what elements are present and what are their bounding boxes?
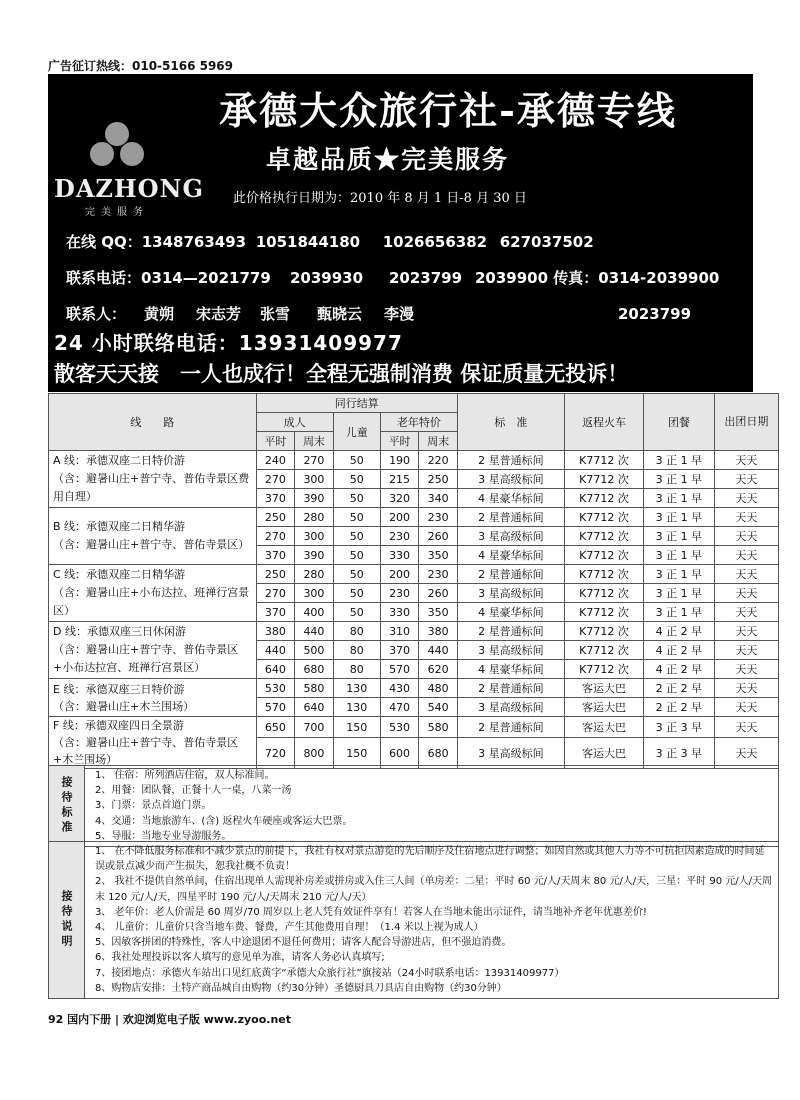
qq-number: 1051844180 [255, 233, 361, 251]
table-cell: 700 [295, 717, 334, 738]
reception-notes [48, 841, 779, 999]
table-cell: K7712 次 [564, 622, 643, 641]
table-cell: 640 [256, 660, 295, 679]
phone-number: 2039930 [290, 269, 364, 287]
table-cell: 天天 [714, 717, 778, 738]
table-cell: 天天 [714, 603, 778, 622]
col-senior-weekend: 周末 [419, 432, 458, 451]
reception-standard-list [91, 766, 778, 846]
table-cell: 230 [419, 565, 458, 584]
phone-label: 联系电话：0314—2021779 [66, 269, 271, 287]
table-cell: 200 [380, 565, 419, 584]
table-cell: 2 星普通标间 [457, 508, 564, 527]
table-cell: K7712 次 [564, 508, 643, 527]
route-cell: D 线：承德双座三日休闲游 （含：避暑山庄+普宁寺、普佑寺景区+小布达拉宫、班禅行宫景区） [49, 622, 257, 679]
page-footer: 92 国内下册 | 欢迎浏览电子版 www.zyoo.net [48, 1013, 292, 1026]
table-cell: 3 星高级标间 [457, 738, 564, 769]
table-cell: 2 正 2 早 [644, 679, 715, 698]
table-cell: 天天 [714, 698, 778, 717]
table-cell: 客运大巴 [564, 679, 643, 698]
table-cell: 300 [295, 584, 334, 603]
table-cell: 天天 [714, 584, 778, 603]
table-cell: 260 [419, 584, 458, 603]
table-cell: 580 [295, 679, 334, 698]
table-cell: 150 [333, 738, 380, 769]
list-item: 2、用餐：团队餐，正餐十人一桌，八菜一汤 [95, 785, 292, 797]
table-cell: 4 星豪华标间 [457, 546, 564, 565]
table-cell: 340 [419, 489, 458, 508]
qq-row [66, 231, 594, 252]
table-cell: 4 星豪华标间 [457, 603, 564, 622]
table-cell: 50 [333, 489, 380, 508]
list-item: 4、交通：当地旅游车、(含) 返程火车硬座或客运大巴票。 [95, 815, 353, 827]
table-cell: 3 正 1 早 [644, 527, 715, 546]
table-cell: K7712 次 [564, 565, 643, 584]
list-item: 8、购物店安排：土特产商品城自由购物（约30分钟）圣德厨具刀具店自由购物（约30分钟） [95, 982, 507, 994]
table-cell: 320 [380, 489, 419, 508]
table-cell: 3 星高级标间 [457, 527, 564, 546]
table-cell: 天天 [714, 622, 778, 641]
slogan: 卓越品质★完美服务 [266, 145, 510, 174]
table-cell: 300 [295, 527, 334, 546]
route-cell: B 线：承德双座二日精华游 （含：避暑山庄+普宁寺、普佑寺景区） [49, 508, 257, 565]
col-senior: 老年特价 [380, 413, 457, 432]
table-cell: 220 [419, 451, 458, 470]
table-row [49, 565, 779, 584]
table-cell: 680 [295, 660, 334, 679]
table-cell: 600 [380, 738, 419, 769]
ad-hotline: 广告征订热线：010-5166 5969 [48, 59, 234, 73]
table-cell: 440 [419, 641, 458, 660]
table-cell: 50 [333, 508, 380, 527]
table-cell: 50 [333, 584, 380, 603]
price-table [48, 393, 779, 769]
contact-name: 张雪 [260, 305, 291, 323]
table-row [49, 451, 779, 470]
table-cell: 650 [256, 717, 295, 738]
table-cell: 3 正 1 早 [644, 603, 715, 622]
list-item: 1、 住宿：所列酒店住宿，双人标准间。 [95, 770, 275, 781]
table-cell: 3 星高级标间 [457, 641, 564, 660]
col-adult: 成人 [256, 413, 333, 432]
list-item: 2、 我社不提供自然单间，住宿出现单人需现补房差或拼房或入住三人间（单房差：二星：平时 60 元/人/天周末 80 元/人/天，三星：平时 90 元/人/天周末 120 元/人/天，四星平时 190 元/人/天周末 210 元/人/天） [95, 876, 773, 903]
price-table-body [49, 451, 779, 769]
qq-number: 1026656382 [382, 233, 488, 251]
table-cell: 50 [333, 470, 380, 489]
col-child: 儿童 [333, 413, 380, 451]
table-cell: 390 [295, 546, 334, 565]
col-adult-weekday: 平时 [256, 432, 295, 451]
agency-title: 承德大众旅行社-承德专线 [219, 88, 677, 133]
table-cell: 500 [295, 641, 334, 660]
table-cell: 2 星普通标间 [457, 717, 564, 738]
table-cell: 800 [295, 738, 334, 769]
table-cell: 440 [295, 622, 334, 641]
table-cell: 370 [380, 641, 419, 660]
table-cell: 270 [256, 527, 295, 546]
table-cell: 4 正 2 早 [644, 641, 715, 660]
table-cell: 50 [333, 451, 380, 470]
table-cell: K7712 次 [564, 451, 643, 470]
qq-number: 627037502 [499, 233, 594, 251]
table-row [49, 508, 779, 527]
table-cell: 270 [256, 584, 295, 603]
table-cell: 390 [295, 489, 334, 508]
table-cell: 3 星高级标间 [457, 698, 564, 717]
table-cell: 720 [256, 738, 295, 769]
contact-name: 宋志芳 [196, 305, 242, 323]
table-cell: 3 正 1 早 [644, 565, 715, 584]
table-cell: 570 [380, 660, 419, 679]
list-item: 1、 在不降低服务标准和不减少景点的前提下，我社有权对景点游览的先后顺序及住宿地点进行调整；如因自然或其他人力等不可抗拒因素造成的时间延误或景点减少而产生损失，恕我社概不负责！ [95, 846, 765, 873]
table-cell: 330 [380, 603, 419, 622]
list-item: 7、接团地点：承德火车站出口见红底黄字“承德大众旅行社”旗接站（24小时联系电话：13931409977） [95, 967, 565, 979]
table-cell: 640 [295, 698, 334, 717]
table-cell: K7712 次 [564, 546, 643, 565]
table-cell: 3 星高级标间 [457, 584, 564, 603]
table-cell: 50 [333, 546, 380, 565]
list-item: 6、我社处理投诉以客人填写的意见单为准，请客人务必认真填写; [95, 952, 385, 964]
table-cell: 天天 [714, 660, 778, 679]
phone-fax: 2039900 传真：0314-2039900 [475, 269, 720, 287]
table-cell: 天天 [714, 738, 778, 769]
logo-name: DAZHONG [54, 174, 204, 203]
table-cell: 680 [419, 738, 458, 769]
col-meal: 团餐 [644, 394, 715, 451]
table-cell: 3 正 1 早 [644, 489, 715, 508]
table-cell: 2 星普通标间 [457, 622, 564, 641]
table-cell: 天天 [714, 508, 778, 527]
table-cell: 270 [295, 451, 334, 470]
table-cell: 540 [419, 698, 458, 717]
contacts-extra: 2023799 [618, 305, 692, 323]
table-cell: 80 [333, 660, 380, 679]
table-cell: K7712 次 [564, 527, 643, 546]
table-cell: 240 [256, 451, 295, 470]
contacts-row [66, 303, 691, 324]
table-cell: 3 正 1 早 [644, 546, 715, 565]
list-item: 4、 儿童价：儿童价只含当地车费、餐费，产生其他费用自理！（1.4 米以上视为成人） [95, 922, 484, 934]
table-cell: 3 星高级标间 [457, 470, 564, 489]
table-cell: 4 星豪华标间 [457, 489, 564, 508]
col-adult-weekend: 周末 [295, 432, 334, 451]
section-label: 接待说明 [60, 890, 73, 951]
table-cell: 200 [380, 508, 419, 527]
table-cell: 天天 [714, 679, 778, 698]
table-cell: 190 [380, 451, 419, 470]
table-cell: 280 [295, 565, 334, 584]
table-cell: 天天 [714, 489, 778, 508]
table-cell: 天天 [714, 546, 778, 565]
table-cell: 3 正 1 早 [644, 508, 715, 527]
reception-standard [48, 765, 779, 847]
table-cell: 2 星普通标间 [457, 565, 564, 584]
contacts-label: 联系人： [66, 305, 127, 323]
table-cell: 250 [419, 470, 458, 489]
valid-date: 此价格执行日期为：2010 年 8 月 1 日-8 月 30 日 [233, 191, 527, 206]
table-cell: 4 正 2 早 [644, 622, 715, 641]
contact-name: 李漫 [384, 305, 415, 323]
table-cell: 250 [256, 508, 295, 527]
route-cell: A 线：承德双座二日特价游 （含：避暑山庄+普宁寺、普佑寺景区费用自理） [49, 451, 257, 508]
table-cell: 250 [256, 565, 295, 584]
reception-notes-label [49, 842, 85, 998]
table-cell: 客运大巴 [564, 698, 643, 717]
contact-name: 黄朔 [144, 305, 175, 323]
col-route: 线 路 [49, 394, 257, 451]
table-cell: 150 [333, 717, 380, 738]
table-cell: 3 正 1 早 [644, 470, 715, 489]
list-item: 3、 老年价：老人价需是 60 周岁/70 周岁以上老人凭有效证件享有！若客人在当地未能出示证件，请当地补齐老年优惠差价! [95, 906, 647, 918]
phone-row [66, 267, 719, 288]
table-cell: 580 [419, 717, 458, 738]
table-cell: K7712 次 [564, 584, 643, 603]
table-cell: 300 [295, 470, 334, 489]
col-settle: 同行结算 [256, 394, 457, 413]
list-item: 5、因敏客拼团的特殊性，客人中途退团不退任何费用；请客人配合导游进店，但不强迫消费。 [95, 937, 512, 949]
table-cell: 3 正 3 早 [644, 717, 715, 738]
table-cell: 2 星普通标间 [457, 451, 564, 470]
table-cell: 330 [380, 546, 419, 565]
table-cell: 4 星豪华标间 [457, 660, 564, 679]
table-cell: 530 [380, 717, 419, 738]
table-cell: 570 [256, 698, 295, 717]
table-cell: 350 [419, 546, 458, 565]
route-cell: C 线：承德双座二日精华游 （含：避暑山庄+小布达拉、班禅行宫景区） [49, 565, 257, 622]
table-cell: 230 [380, 584, 419, 603]
contact-name: 甄晓云 [317, 305, 363, 323]
col-senior-weekday: 平时 [380, 432, 419, 451]
table-cell: 400 [295, 603, 334, 622]
table-cell: 天天 [714, 451, 778, 470]
table-cell: 天天 [714, 527, 778, 546]
table-cell: K7712 次 [564, 660, 643, 679]
logo-subtitle: 完美服务 [85, 207, 149, 218]
table-cell: 470 [380, 698, 419, 717]
reception-standard-label [49, 766, 85, 846]
table-cell: 3 正 1 早 [644, 451, 715, 470]
table-cell: K7712 次 [564, 641, 643, 660]
header-banner [48, 74, 753, 392]
table-cell: 280 [295, 508, 334, 527]
table-cell: 2 星普通标间 [457, 679, 564, 698]
route-cell: F 线：承德双座四日全景游 （含：避暑山庄+普宁寺、普佑寺景区+木兰围场） [49, 717, 257, 769]
qq-label: 在线 QQ： [66, 233, 142, 251]
table-cell: K7712 次 [564, 489, 643, 508]
hotline-24h: 24 小时联络电话：13931409977 [54, 331, 403, 355]
table-cell: K7712 次 [564, 603, 643, 622]
table-cell: 380 [419, 622, 458, 641]
table-cell: 230 [380, 527, 419, 546]
table-cell: 客运大巴 [564, 717, 643, 738]
table-cell: 80 [333, 622, 380, 641]
table-cell: K7712 次 [564, 470, 643, 489]
table-row [49, 679, 779, 698]
col-standard: 标 准 [457, 394, 564, 451]
table-cell: 3 正 3 早 [644, 738, 715, 769]
table-cell: 客运大巴 [564, 738, 643, 769]
table-cell: 270 [256, 470, 295, 489]
table-cell: 天天 [714, 470, 778, 489]
table-cell: 4 正 2 早 [644, 660, 715, 679]
table-cell: 2 正 2 早 [644, 698, 715, 717]
table-cell: 130 [333, 698, 380, 717]
list-item: 3、门票：景点首道门票。 [95, 800, 212, 812]
table-cell: 310 [380, 622, 419, 641]
table-cell: 440 [256, 641, 295, 660]
table-cell: 370 [256, 546, 295, 565]
table-cell: 350 [419, 603, 458, 622]
table-cell: 370 [256, 603, 295, 622]
phone-number: 2023799 [389, 269, 463, 287]
table-cell: 天天 [714, 641, 778, 660]
table-cell: 380 [256, 622, 295, 641]
reception-notes-list [91, 842, 778, 998]
table-cell: 天天 [714, 565, 778, 584]
col-train: 返程火车 [564, 394, 643, 451]
promo-banner: 散客天天接 一人也成行！全程无强制消费 保证质量无投诉！ [54, 362, 629, 386]
qq-number: 1348763493 [141, 233, 247, 251]
table-cell: 50 [333, 527, 380, 546]
dazhong-logo [54, 122, 204, 218]
table-row [49, 622, 779, 641]
table-cell: 130 [333, 679, 380, 698]
table-cell: 3 正 1 早 [644, 584, 715, 603]
table-cell: 370 [256, 489, 295, 508]
table-cell: 530 [256, 679, 295, 698]
table-cell: 480 [419, 679, 458, 698]
table-cell: 80 [333, 641, 380, 660]
list-item: 5、导服：当地专业导游服务。 [95, 830, 232, 842]
table-cell: 260 [419, 527, 458, 546]
route-cell: E 线：承德双座三日特价游 （含：避暑山庄+木兰围场） [49, 679, 257, 717]
logo-circles-icon [90, 122, 144, 172]
section-label: 接待标准 [60, 776, 73, 836]
table-cell: 50 [333, 565, 380, 584]
table-cell: 430 [380, 679, 419, 698]
col-depart: 出团日期 [714, 394, 778, 451]
table-cell: 620 [419, 660, 458, 679]
table-cell: 50 [333, 603, 380, 622]
table-cell: 230 [419, 508, 458, 527]
table-cell: 215 [380, 470, 419, 489]
table-row [49, 717, 779, 738]
